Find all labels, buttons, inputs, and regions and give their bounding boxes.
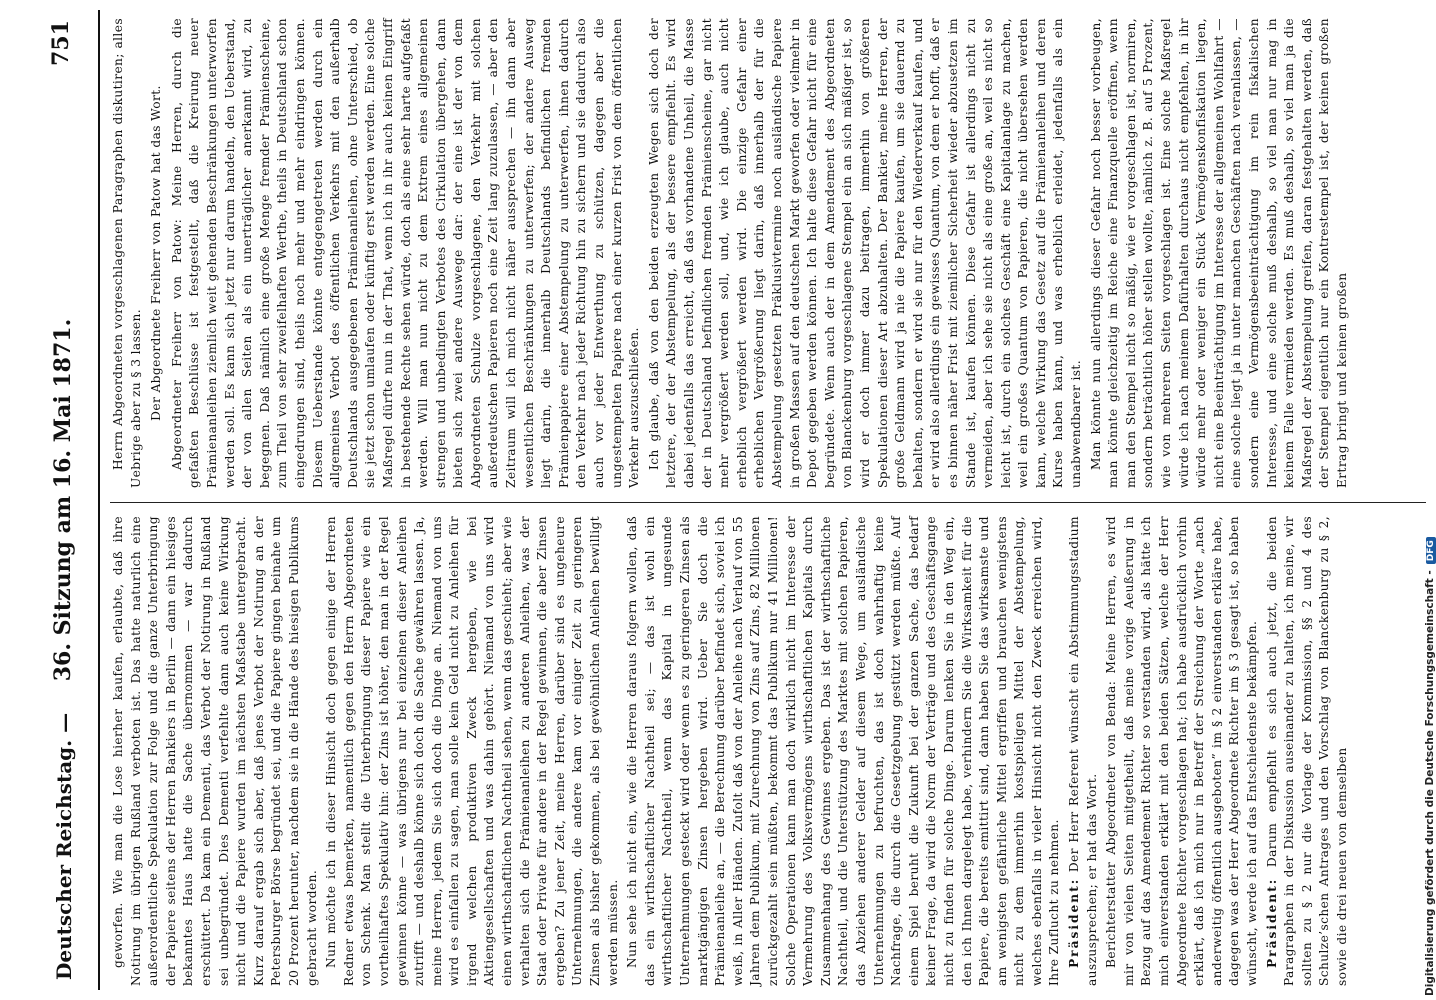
paragraph	[624, 516, 1064, 986]
right-column	[110, 18, 1426, 488]
paragraph	[1088, 18, 1352, 488]
paragraph-text: Berichterstatter Abgeordneter von Benda: Meine Herren, es wird mir von vielen Seiten mitgetheilt, daß meine vorige Aeußerung in Bezug auf das Amendement Richter so verstanden wird, als hätte ich mich einverstanden erklärt mit den beiden Sätzen, welche der Herr Abgeordnete Richter vorgeschlagen hat; ich habe ausdrücklich vorhin erklärt, daß ich mich nur in Betreff der Streichung der Worte „nach anderweitig öffentlich ausgeboten” im § 2 einverstanden erkläre habe, dagegen was der Herr Abgeordnete Richter im § 3 gesagt ist, so haben wünscht, werde ich auf das Entschiedenste bekämpfen.	[1104, 516, 1259, 986]
centered-line: Der Abgeordnete Freiherr von Patow hat das Wort.	[149, 85, 164, 421]
publication-title: Deutscher Reichstag. —	[52, 712, 76, 980]
session-title: 36. Sitzung am 16. Mai 1871.	[50, 318, 76, 682]
speaker-label: Präsident:	[1264, 877, 1279, 968]
paragraph-text: Nun möchte ich in dieser Hinsicht doch gegen einige der Herren Redner etwas bemerken, namentlich gegen den Herrn Abgeordneten von Schenk. Man stellt die Unterbringung dieser Papiere wie ein vortheilhaftes Spekulativ hin: der Zins ist höher, den man in der Regel gewinnen könne — was übrigens nur bei einzelnen dieser Anleihen zutrifft — und deshalb könne sich doch die Sache gewähren lassen. Ja, meine Herren, jedem Sie sich doch die Dinge an. Niemand von uns wird es einfallen zu sagen, man solle kein Geld nicht zu Anleihen für irgend welchen produktiven Zweck hergeben, wie bei Aktiengesellschaften und was dahin gehört. Niemand von uns wird einen wirthschaftlichen Nachtheil sehen, wenn das geschieht; aber wie verhalten sich die Prämienanleihen zu anderen Anleihen, was der Staat oder Private für andere in der Regel gewinnen, die aber Zinsen ergeben? Zu jener Zeit, meine Herren, darüber sind es ungeheure Unternehmungen, die andere kam vor einiger Zeit zu geringeren Zinsen als bisher gekommen, als bei gewöhnlichen Anleihen bewilligt werden müssen.	[324, 516, 620, 986]
paragraph-text: geworfen. Wie man die Lose hierher kaufen, erlaubte, daß ihre Notirung im übrigen Rußland verboten ist. Das hatte naturlich eine außerordentliche Spekulation zur Folge und die ganze Unterbringung der Papiere seitens der Herren Bankiers in Berlin — dann ein hiesiges bekanntes Haus hatte die Sache übernommen — war dadurch erschüttert. Da kam ein Dementi, das Verbot der Notirung in Rußland sei unbegründet. Dies Dementi verfehlte dann auch keine Wirkung nicht und die Papiere wurden im nächsten Maßstabe untergebracht. Kurz darauf ergab sich aber, daß jenes Verbot der Notirung an der Petersburger Börse begründet sei, und die Papiere gingen beinahe um 20 Prozent herunter, nachdem sie in die Hände des hiesigen Publikums gebracht worden.	[111, 516, 319, 986]
paragraph	[646, 18, 1086, 488]
column-divider	[110, 502, 1426, 503]
dfg-logo: DFG	[1426, 537, 1436, 564]
paragraph-text: Man könnte nun allerdings dieser Gefahr noch besser vorbeugen, man könnte gleichzeitig im Reiche eine Finanzquelle eröffnen, wenn man den Stempel nicht so mäßig, wie er vorgeschlagen ist, normiren, sondern beträchtlich höher stellen wollte, nämlich z. B. auf 5 Prozent, wie von mehreren Seiten vorgeschlagen ist. Eine solche Maßregel würde ich nach meinem Dafürhalten durchaus nicht empfehlen, in ihr würde mehr oder weniger ein Stück Vermögenskonfiskation liegen, nicht eine Beeinträchtigung im Interesse der allgemeinen Wohlfahrt — eine solche liegt ja in unter manchen Geschäften nach veranlassen, — sondern eine Vermögensbeeinträchtigung im rein fiskalischen Interesse, und eine solche muß deshalb, so viel man nur mag in keinem Falle vermieden werden. Es muß deshalb, so viel man ja die Maßregel der Abstempelung greifen, daran festgehalten werden, daß der Stempel eigentlich nur ein Kontrestempel ist, der keinen großen Ertrag bringt und keinen großen	[1088, 18, 1349, 488]
paragraph-text: Ich glaube, daß von den beiden erzeugten Wegen sich doch der letztere, der der Abstempelung, als der bessere empfiehlt. Es wird dabei jedenfalls das erreicht, daß das vorhandene Unheil, die Masse der in Deutschland befindlichen fremden Prämienscheine, gar nicht mehr vergrößert werden soll, und, wie ich glaube, auch nicht erheblich vergrößert werden wird. Die einzige Gefahr einer erheblichen Vergrößerung liegt darin, daß innerhalb der für die Abstempelung gesetzten Präklusivtermine noch ausländische Papiere in großen Massen auf den deutschen Markt geworfen oder vielmehr in Depot gegeben werden können. Ich halte diese Gefahr nicht für eine begründete. Wenn auch der in dem Amendement des Abgeordneten von Blanckenburg vorgeschlagene Stempel ein an sich mäßiger ist, so wird er doch immer dazu beitragen, immerhin von größeren Spekulationen dieser Art abzuhalten. Der Bankier, meine Herren, der große Geldmann wird ja nie die Papiere kaufen, um sie dauernd zu behalten, sondern er wird sie nur für den Wiederverkauf kaufen, und er wird also allerdings ein gewisses Quantum, von dem er hofft, daß er es binnen näher Frist mit ziemlicher Sicherheit wieder abzusetzen im Stande ist, kaufen können. Diese Gefahr ist allerdings nicht zu vermeiden, aber ich sehe sie nicht als eine große an, weil es nicht so leicht ist, durch ein solches Geschäft eine Kapitalanlage zu machen, weil ein großes Quantum von Papieren, die nicht übersehen werden kann, welche Wirkung das Gesetz auf die Prämienanleihen und deren Kurse haben kann, und was erheblich erleidet, jedenfalls als ein unabwendbarer ist.	[646, 18, 1084, 488]
paragraph	[1103, 516, 1261, 986]
page-header	[46, 20, 86, 980]
page-number: 751	[48, 20, 74, 66]
paragraph	[110, 18, 145, 488]
paragraph	[1264, 516, 1352, 986]
header-rule	[98, 10, 100, 990]
paragraph	[323, 516, 622, 986]
paragraph	[110, 516, 321, 986]
credit-text: Digitalisierung gefördert durch die Deutsche Forschungsgemeinschaft -	[1424, 570, 1436, 996]
paragraph-text: Nun sehe ich nicht ein, wie die Herren daraus folgern wollen, daß das ein wirthschaftlicher Nachtheil sei; — das ist wohl ein wirthschaftlicher Nachtheil, wenn das Kapital in ungesunde Unternehmungen gesteckt wird oder wenn es zu geringeren Zinsen als marktgängigen Zinsen hergeben wird. Ueber Sie doch die Prämienanleihe an, — die Berechnung darüber befindet sich, soviel ich weiß, in Aller Händen. Zufolt daß von der Anleihe nach Verlauf von 55 Jahren dem Publikum, mit Zurechnung von Zins auf Zins, 82 Millionen zurückgezahlt sein müßten, bekommt das Publikum nur 41 Millionen! Solche Operationen kann man doch wirklich nicht im Interesse der Vermehrung des Volksvermögens wirthschaftlichen Kapitals durch Zusammenhang des Gewinnes ergeben. Das ist der wirthschaftliche Nachtheil, und die Unterstützung des Marktes mit solchen Papieren, das Abziehen anderer Gelder auf diesem Wege, um ausländische Unternehmungen zu befruchten, das ist doch wahrhaftig keine Nachfrage, die durch die Gesetzgebung gestützt werden müßte. Auf einem Spiel beruht die Zukunft bei der ganzen Sache, das bedarf keiner Frage, da wird die Norm der Verträge und des Geschäftsgange nicht zu finden für solche Dinge. Darum lenken Sie in den Weg ein, den ich Ihnen dargelegt habe, verhindern Sie die Wirksamkeit für die Papiere, die bereits emittirt sind, dann haben Sie das wirksamste und am wenigsten gefährliche Mittel ergriffen und brauchen wenigstens nicht zu dem immerhin kostspieligen Mittel der Abstempelung, welches ebenfalls in vieler Hinsicht nicht den Zweck erreichen wird, Ihre Zuflucht zu nehmen.	[625, 516, 1062, 986]
digitization-credit	[1424, 537, 1436, 996]
paragraph-text: Der Herr Referent wünscht ein Abstimmungsstadium auszusprechen; er hat das Wort.	[1067, 515, 1099, 986]
paragraph	[169, 18, 644, 488]
paragraph-text: Darum empfiehlt es sich auch jetzt, die beiden Paragraphen in der Diskussion auseinander zu halten, ich meine, wir sollten zu § 2 nur die Vorlage der Kommission, §§ 2 und 4 des Schulze’schen Antrages und den Vorschlag von Blanckenburg zu § 2, sowie die drei neuen von demselben	[1264, 516, 1349, 986]
paragraph	[1066, 516, 1101, 986]
paragraph-text: Abgeordneter Freiherr von Patow: Meine Herren, durch die gefaßten Beschlüsse ist festgestellt, daß die Kreirung neuer Prämienanleihen ziemlich weit gehenden Beschränkungen unterworfen werden soll. Es kann sich jetzt nur darum handeln, den Ueberstand, der von allen Seiten als ein unerträglicher anerkannt wird, zu begegnen. Daß nämlich eine große Menge fremder Prämienscheine, zum Theil von sehr zweifelhaften Werthe, theils in Deutschland schon eingedrungen sind, theils noch mehr und mehr eindringen können. Diesem Ueberstande könnte entgegengetreten werden durch ein allgemeines Verbot des öffentlichen Verkehrs mit den außerhalb Deutschlands ausgegebenen Prämienanleihen, ohne Unterschied, ob sie jetzt schon umlaufen oder künftig erst werden werden. Eine solche Maßregel dürfte nun in der That, wenn ich in ihr auch keinen Eingriff in bestehende Rechte sehen würde, doch als eine sehr harte aufgefaßt werden. Will man nun nicht zu dem Extrem eines allgemeinen strengen und unbedingten Verbotes des Cirkulation übergehen, dann bieten sich zwei andere Auswege dar: der eine ist der von dem Abgeordneten Schulze vorgeschlagene, den Verkehr mit solchen außerdeutschen Papieren noch eine Zeit lang zuzulassen, — aber den Zeitraum will ich mich nicht näher aussprechen — ihn dann aber wesentlichen Beschränkungen zu unterwerfen; der andere Ausweg liegt darin, die innerhalb Deutschlands befindlichen fremden Prämienpapiere einer Abstempelung zu unterwerfen, ihnen dadurch den Verkehr nach jeder Richtung hin zu sichern und sie dadurch also auch vor jeder Entwerthung zu schützen, dagegen aber die ungestempelten Papiere nach einer kurzen Frist von dem öffentlichen Verkehr auszuschließen.	[169, 18, 642, 488]
newspaper-page	[16, 0, 1436, 1000]
paragraph-text: Herrn Abgeordneten vorgeschlagenen Paragraphen diskutiren; alles Uebrige aber zu § 3 lassen.	[111, 18, 143, 488]
left-column	[110, 516, 1426, 986]
speaker-label: Präsident:	[1067, 877, 1082, 968]
